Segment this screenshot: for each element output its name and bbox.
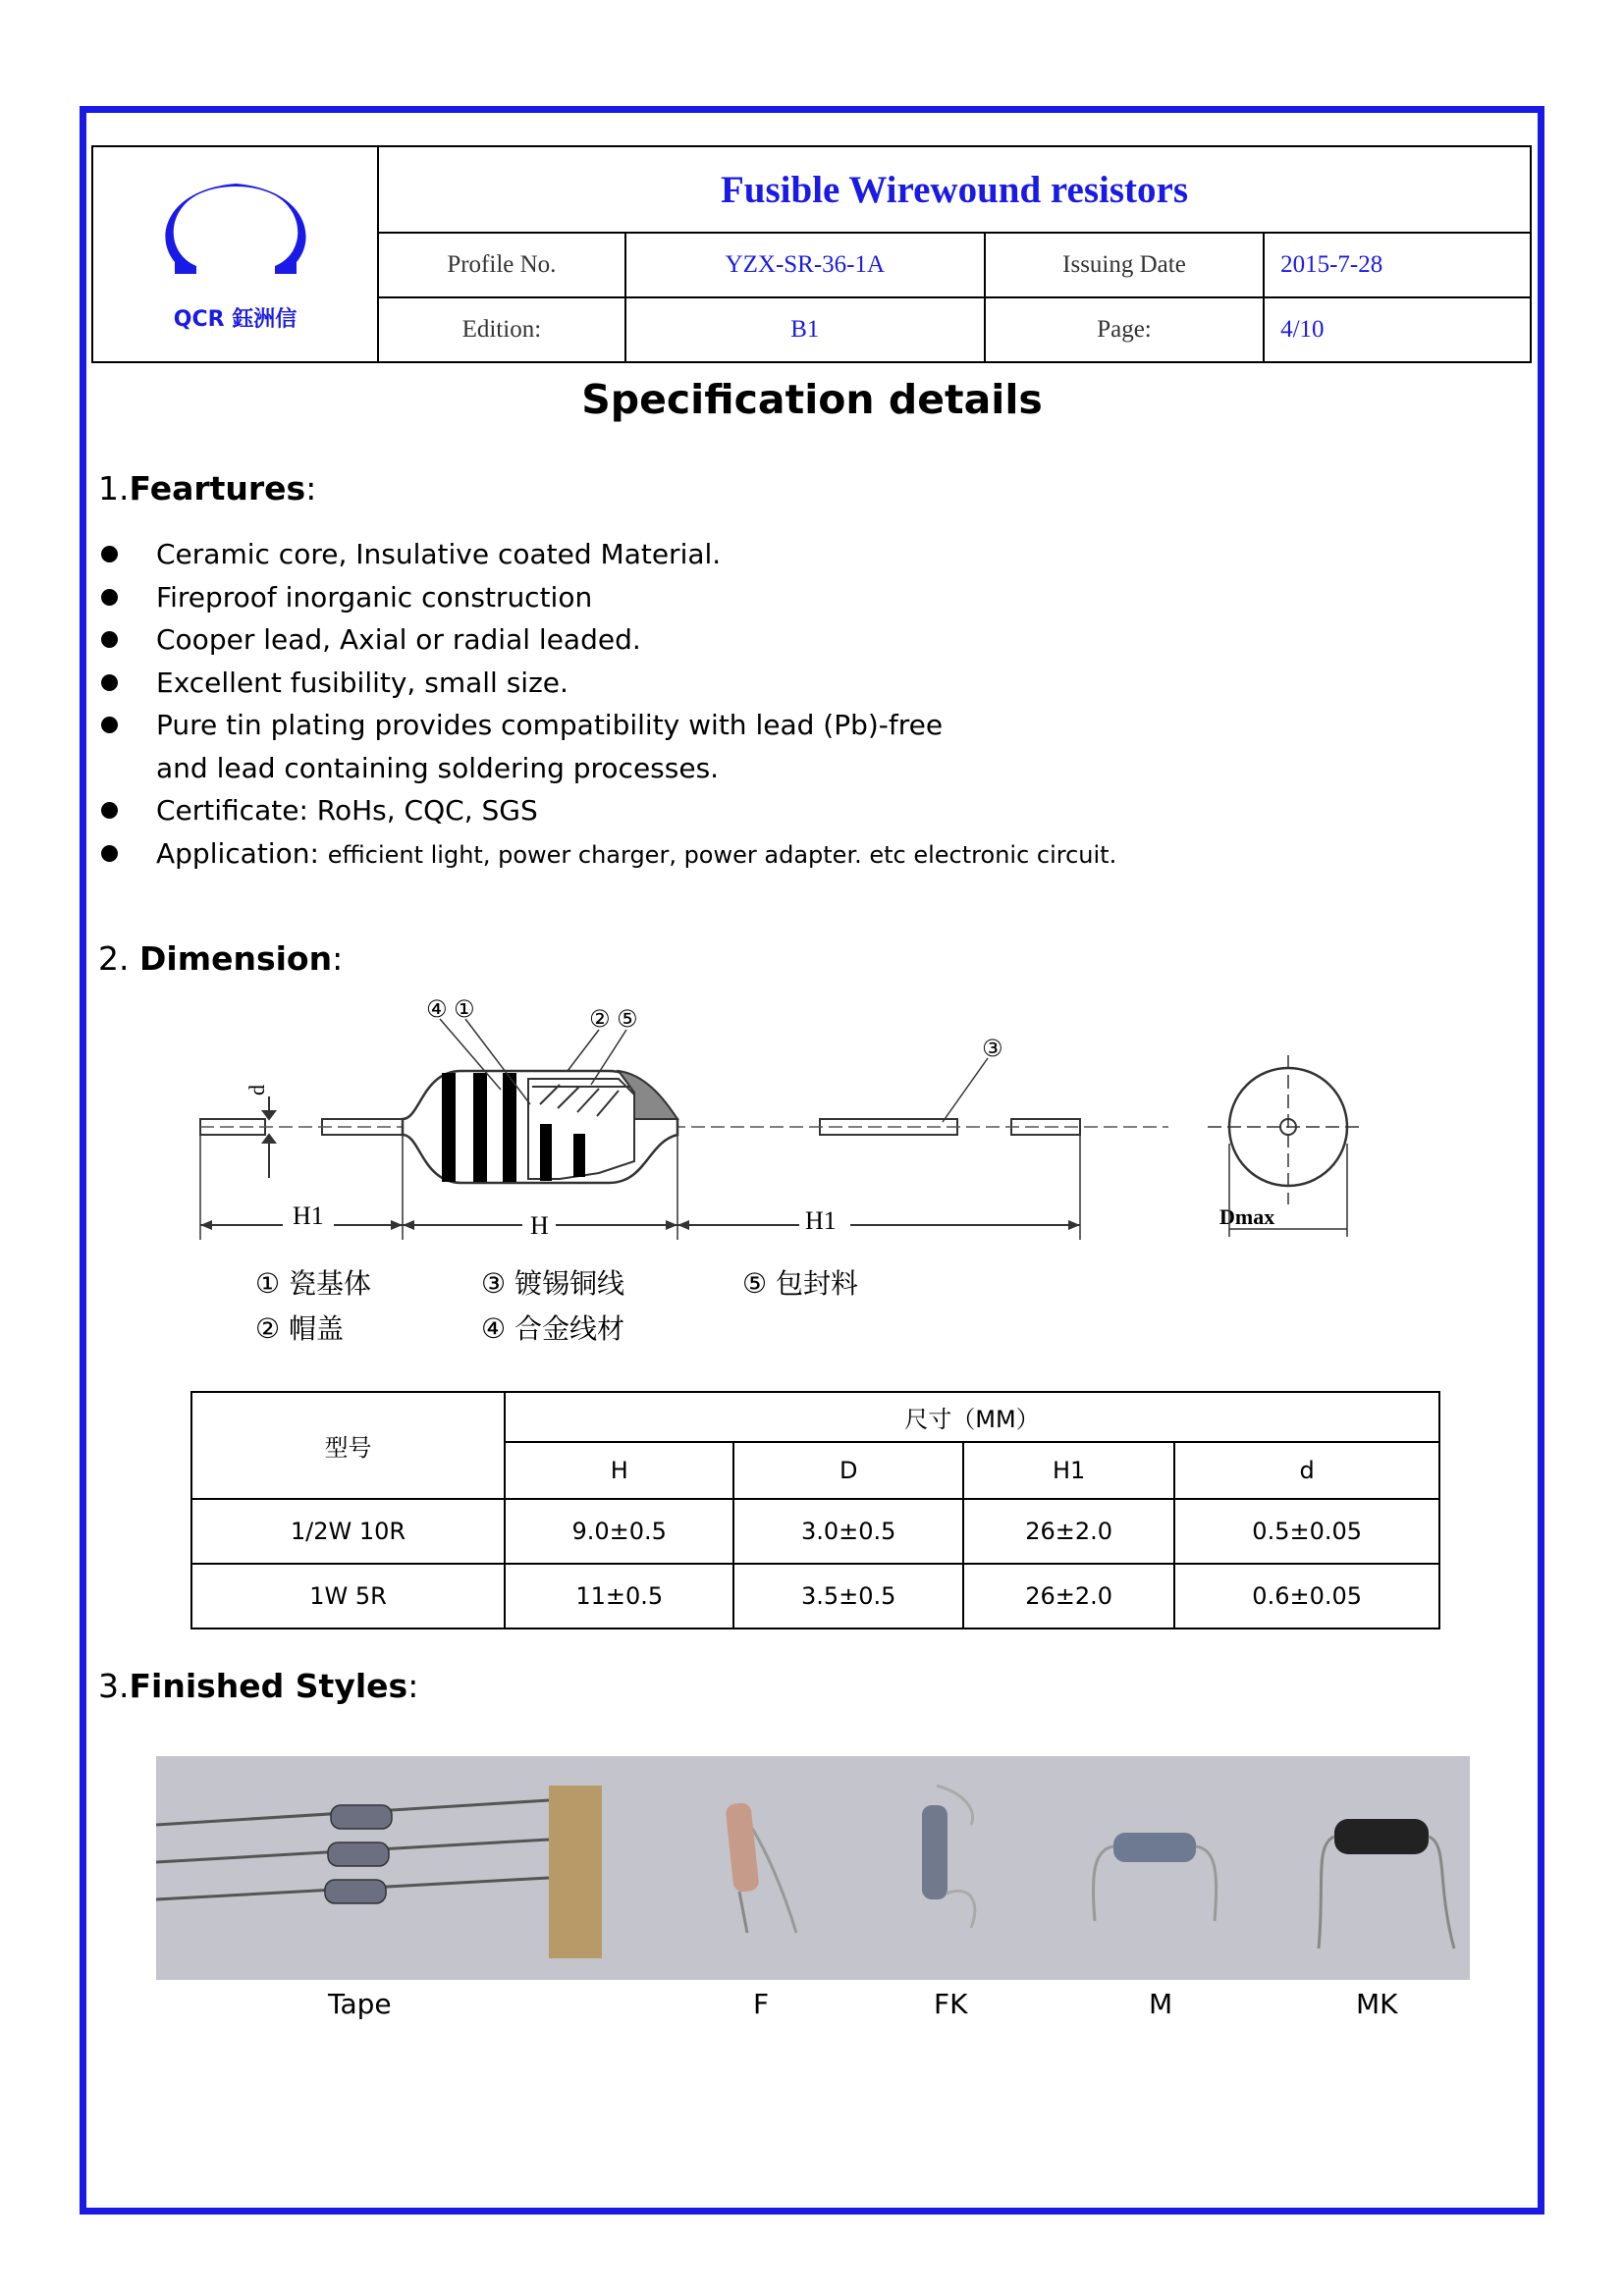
callout-2: ②: [589, 1005, 611, 1033]
svg-text:③ 镀锡铜线: ③ 镀锡铜线: [481, 1267, 625, 1300]
caption-fk: FK: [934, 1988, 968, 2020]
list-item: Fireproof inorganic construction: [98, 576, 1116, 619]
list-item: Application: efficient light, power charger, power adapter. etc electronic circuit.: [98, 832, 1116, 878]
callout-1: ①: [454, 995, 475, 1023]
list-item: Certificate: RoHs, CQC, SGS: [98, 789, 1116, 832]
list-item: Pure tin plating provides compatibility with lead (Pb)-free: [98, 704, 1116, 747]
caption-f: F: [753, 1988, 770, 2020]
table-row: 1W 5R 11±0.5 3.5±0.5 26±2.0 0.6±0.05: [191, 1564, 1439, 1629]
edition-value: B1: [625, 297, 985, 362]
dimension-table: [190, 1391, 1440, 1629]
finished-styles-photo: [156, 1756, 1470, 1980]
list-item-continuation: and lead containing soldering processes.: [156, 751, 720, 784]
model-header: 型号: [191, 1392, 505, 1499]
caption-tape: Tape: [328, 1988, 392, 2020]
document-header: [91, 145, 1532, 363]
column-header: H: [505, 1442, 733, 1499]
h1-left-label: H1: [293, 1201, 324, 1230]
features-heading: 1.Feartures:: [98, 469, 317, 507]
callout-5: ⑤: [617, 1005, 638, 1033]
column-header: H1: [963, 1442, 1174, 1499]
features-list: [98, 533, 1116, 877]
callout-3: ③: [982, 1035, 1003, 1062]
issuing-date-label: Issuing Date: [985, 233, 1264, 297]
caption-m: M: [1149, 1988, 1173, 2020]
size-header: 尺寸（MM）: [505, 1392, 1439, 1442]
svg-text:① 瓷基体: ① 瓷基体: [255, 1267, 372, 1300]
svg-text:⑤ 包封料: ⑤ 包封料: [742, 1267, 859, 1300]
profile-label: Profile No.: [378, 233, 625, 297]
list-item: Excellent fusibility, small size.: [98, 662, 1116, 705]
svg-text:④ 合金线材: ④ 合金线材: [481, 1312, 625, 1345]
h-label: H: [530, 1211, 549, 1240]
issuing-date-value: 2015-7-28: [1264, 233, 1531, 297]
column-header: d: [1174, 1442, 1439, 1499]
callout-4: ④: [426, 995, 448, 1023]
page-value: 4/10: [1264, 297, 1531, 362]
page-title: Specification details: [581, 376, 1043, 423]
resistor-dimension-diagram: [187, 987, 1365, 1360]
table-row: 1/2W 10R 9.0±0.5 3.0±0.5 26±2.0 0.5±0.05: [191, 1499, 1439, 1564]
edition-label: Edition:: [378, 297, 625, 362]
company-logo: [92, 146, 378, 362]
page-label: Page:: [985, 297, 1264, 362]
d-label: d: [244, 1085, 269, 1095]
caption-mk: MK: [1356, 1988, 1398, 2020]
svg-text:② 帽盖: ② 帽盖: [255, 1312, 345, 1345]
dmax-label: Dmax: [1219, 1204, 1275, 1229]
profile-value: YZX-SR-36-1A: [625, 233, 985, 297]
omega-logo-icon: [157, 176, 314, 323]
finished-styles-heading: 3.Finished Styles:: [98, 1667, 419, 1705]
column-header: D: [733, 1442, 962, 1499]
list-item: Cooper lead, Axial or radial leaded.: [98, 618, 1116, 662]
dimension-heading: 2. Dimension:: [98, 939, 344, 978]
document-title: Fusible Wirewound resistors: [378, 146, 1531, 233]
list-item: Ceramic core, Insulative coated Material.: [98, 533, 1116, 576]
logo-text: QCR 鈺洲信: [173, 307, 298, 332]
h1-right-label: H1: [805, 1206, 837, 1235]
